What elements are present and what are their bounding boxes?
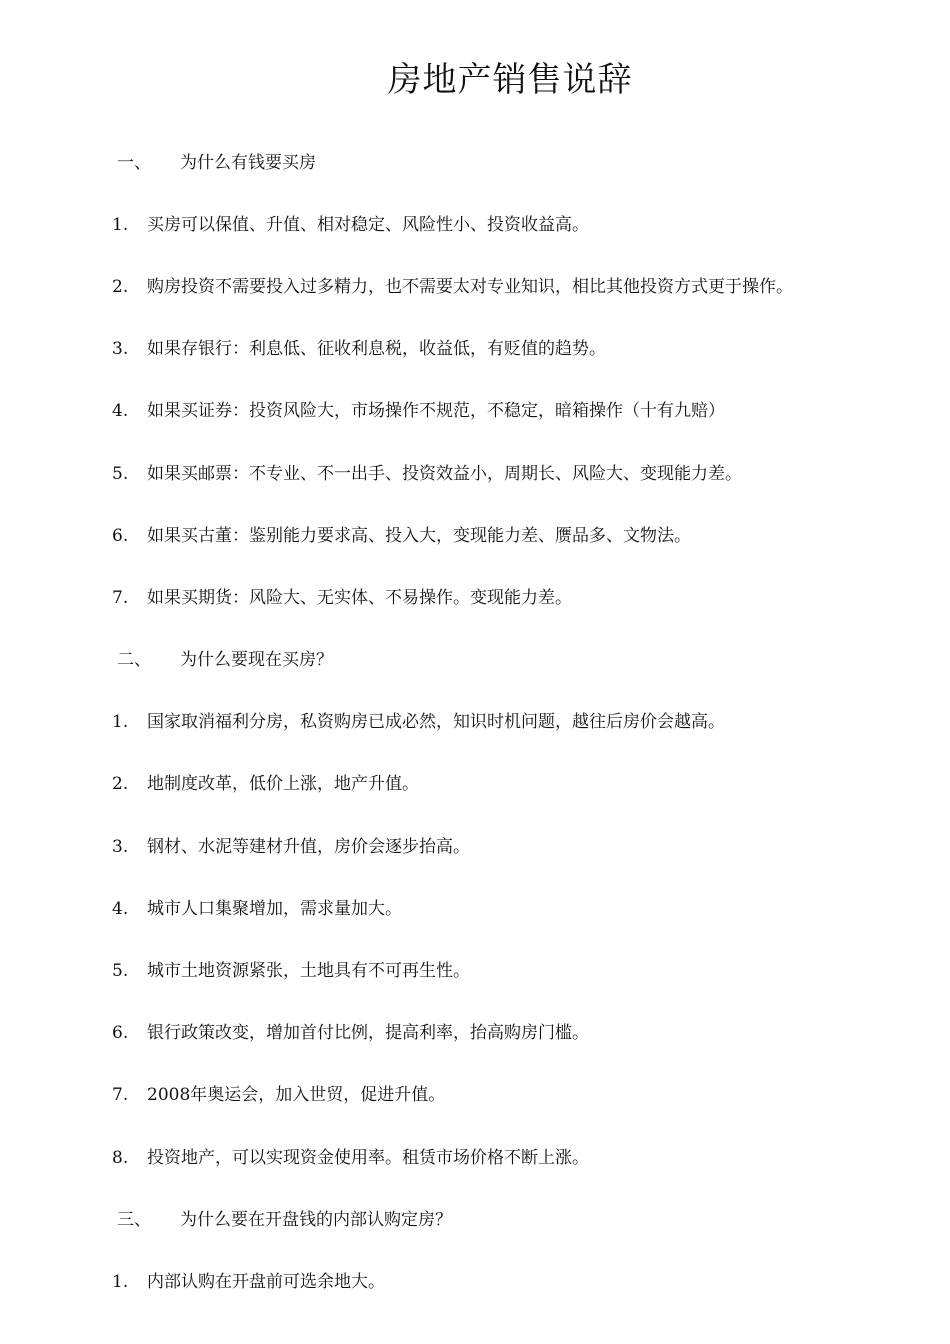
list-item-text: 城市土地资源紧张，土地具有不可再生性。 xyxy=(147,961,470,981)
section-heading xyxy=(0,645,940,675)
section-title: 为什么要在开盘钱的内部认购定房？ xyxy=(180,1210,452,1230)
list-item xyxy=(0,210,940,240)
list-item-text: 如果存银行：利息低、征收利息税，收益低，有贬值的趋势。 xyxy=(147,339,606,359)
list-item xyxy=(0,521,940,551)
list-item xyxy=(0,956,940,986)
list-item-number: 1. xyxy=(112,1272,129,1292)
document-title: 房地产销售说辞 xyxy=(387,60,633,100)
section-number: 三、 xyxy=(117,1210,151,1230)
list-item xyxy=(0,583,940,613)
list-item xyxy=(0,707,940,737)
list-item xyxy=(0,769,940,799)
list-item-text: 银行政策改变，增加首付比例，提高利率，抬高购房门槛。 xyxy=(147,1023,589,1043)
section-heading xyxy=(0,1205,940,1235)
list-item-number: 4. xyxy=(112,401,129,421)
list-item-number: 6. xyxy=(112,1023,129,1043)
list-item-text: 如果买期货：风险大、无实体、不易操作。变现能力差。 xyxy=(147,588,572,608)
list-item xyxy=(0,459,940,489)
list-item-number: 1. xyxy=(112,215,129,235)
list-item-text: 地制度改革，低价上涨，地产升值。 xyxy=(147,774,419,794)
list-item-number: 2. xyxy=(112,774,129,794)
list-item-number: 7. xyxy=(112,1085,129,1105)
list-item-text: 如果买证券：投资风险大，市场操作不规范，不稳定，暗箱操作（十有九赔） xyxy=(147,401,725,421)
list-item-text: 国家取消福利分房，私资购房已成必然，知识时机问题，越往后房价会越高。 xyxy=(147,712,725,732)
list-item-number: 5. xyxy=(112,464,129,484)
section-heading xyxy=(0,148,940,178)
section-title: 为什么要现在买房？ xyxy=(180,650,333,670)
list-item-text: 钢材、水泥等建材升值，房价会逐步抬高。 xyxy=(147,837,470,857)
list-item-text: 如果买古董：鉴别能力要求高、投入大，变现能力差、赝品多、文物法。 xyxy=(147,526,691,546)
list-item xyxy=(0,1080,940,1110)
list-item xyxy=(0,1267,940,1297)
list-item-number: 5. xyxy=(112,961,129,981)
list-item xyxy=(0,396,940,426)
list-item-text: 如果买邮票：不专业、不一出手、投资效益小，周期长、风险大、变现能力差。 xyxy=(147,464,742,484)
list-item-number: 6. xyxy=(112,526,129,546)
list-item-text: 买房可以保值、升值、相对稳定、风险性小、投资收益高。 xyxy=(147,215,589,235)
list-item-number: 1. xyxy=(112,712,129,732)
list-item xyxy=(0,334,940,364)
list-item xyxy=(0,894,940,924)
list-item-text: 购房投资不需要投入过多精力，也不需要太对专业知识，相比其他投资方式更于操作。 xyxy=(147,277,793,297)
list-item-number: 3. xyxy=(112,837,129,857)
list-item xyxy=(0,272,940,302)
list-item-text: 2008年奥运会，加入世贸，促进升值。 xyxy=(147,1085,446,1105)
list-item-number: 3. xyxy=(112,339,129,359)
list-item xyxy=(0,832,940,862)
list-item-number: 4. xyxy=(112,899,129,919)
section-title: 为什么有钱要买房 xyxy=(180,153,316,173)
list-item-text: 城市人口集聚增加，需求量加大。 xyxy=(147,899,402,919)
list-item-number: 2. xyxy=(112,277,129,297)
list-item-text: 内部认购在开盘前可选余地大。 xyxy=(147,1272,385,1292)
list-item-number: 8. xyxy=(112,1148,129,1168)
list-item-text: 投资地产，可以实现资金使用率。租赁市场价格不断上涨。 xyxy=(147,1148,589,1168)
list-item-number: 7. xyxy=(112,588,129,608)
list-item xyxy=(0,1143,940,1173)
section-number: 一、 xyxy=(117,153,151,173)
section-number: 二、 xyxy=(117,650,151,670)
list-item xyxy=(0,1018,940,1048)
